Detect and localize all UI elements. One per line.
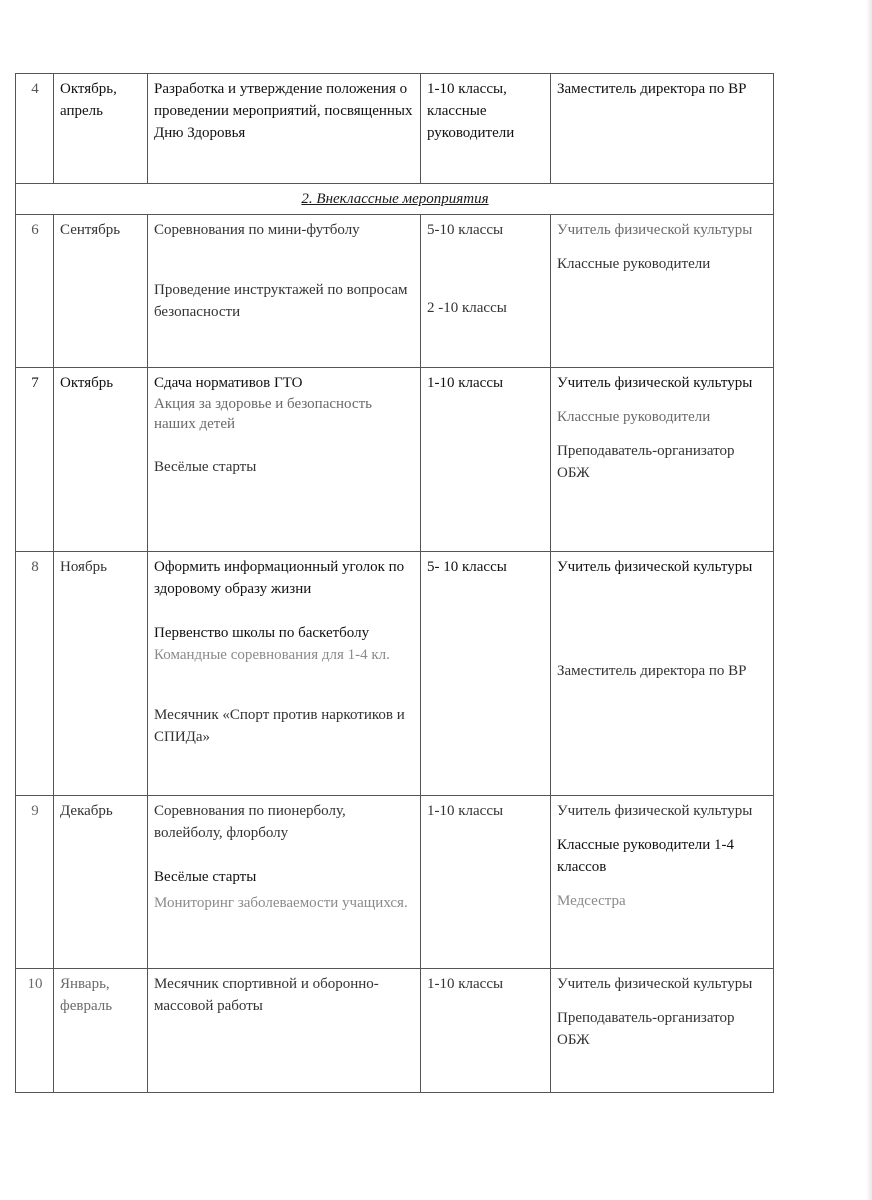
responsible-cell xyxy=(551,969,774,1093)
table-row xyxy=(16,552,774,796)
responsible-cell xyxy=(551,368,774,552)
table-row xyxy=(16,796,774,969)
classes-cell xyxy=(421,215,551,368)
event-text: Командные соревнования для 1-4 кл. xyxy=(154,647,390,663)
event-text: Весёлые старты xyxy=(154,459,257,475)
event-cell xyxy=(148,215,421,368)
event-text: Соревнования по пионерболу, волейболу, флорболу xyxy=(154,803,346,841)
activity-plan-table xyxy=(15,73,774,1093)
responsible-text: Учитель физической культуры xyxy=(557,559,753,575)
classes-cell: 1-10 классы xyxy=(421,796,551,969)
responsible-cell xyxy=(551,215,774,368)
classes-cell: 1-10 классы xyxy=(421,368,551,552)
month-cell: Январь, февраль xyxy=(54,969,148,1093)
responsible-text: Заместитель директора по ВР xyxy=(557,663,747,679)
responsible-text: Классные руководители xyxy=(557,256,711,272)
responsible-cell xyxy=(551,552,774,796)
month-cell: Октябрь xyxy=(54,368,148,552)
responsible-cell: Заместитель директора по ВР xyxy=(551,74,774,184)
event-cell xyxy=(148,796,421,969)
classes-cell: 5- 10 классы xyxy=(421,552,551,796)
event-text: Разработка и утверждение положения о проведении мероприятий, посвященных Дню Здоровья xyxy=(154,81,413,141)
event-text: Соревнования по мини-футболу xyxy=(154,222,360,238)
event-text: Месячник «Спорт против наркотиков и СПИДа» xyxy=(154,707,405,745)
event-cell: Месячник спортивной и оборонно-массовой работы xyxy=(148,969,421,1093)
event-text: Весёлые старты xyxy=(154,869,257,885)
row-number: 8 xyxy=(16,552,54,796)
section-title: 2. Внеклассные мероприятия xyxy=(16,184,774,215)
responsible-cell xyxy=(551,796,774,969)
responsible-text: Учитель физической культуры xyxy=(557,375,753,391)
classes-text: 2 -10 классы xyxy=(427,300,507,316)
responsible-text: Учитель физической культуры xyxy=(557,976,753,992)
month-cell: Сентябрь xyxy=(54,215,148,368)
row-number: 7 xyxy=(16,368,54,552)
event-cell xyxy=(148,552,421,796)
classes-cell: 1-10 классы xyxy=(421,969,551,1093)
month-cell: Ноябрь xyxy=(54,552,148,796)
month-cell: Декабрь xyxy=(54,796,148,969)
responsible-text: Классные руководители 1-4 классов xyxy=(557,837,734,875)
responsible-text: Медсестра xyxy=(557,893,626,909)
event-cell xyxy=(148,368,421,552)
row-number: 9 xyxy=(16,796,54,969)
classes-cell: 1-10 классы, классные руководители xyxy=(421,74,551,184)
responsible-text: Учитель физической культуры xyxy=(557,222,753,238)
event-text: Проведение инструктажей по вопросам безопасности xyxy=(154,282,408,320)
event-text: Акция за здоровье и безопасность наших детей xyxy=(154,396,372,432)
table-row xyxy=(16,368,774,552)
table-row xyxy=(16,969,774,1093)
table-row xyxy=(16,215,774,368)
event-text: Первенство школы по баскетболу xyxy=(154,625,370,641)
event-text: Оформить информационный уголок по здоровому образу жизни xyxy=(154,559,405,597)
row-number: 6 xyxy=(16,215,54,368)
responsible-text: Преподаватель-организатор ОБЖ xyxy=(557,1010,735,1048)
scan-edge-shadow xyxy=(866,0,872,1200)
responsible-text: Учитель физической культуры xyxy=(557,803,753,819)
responsible-text: Преподаватель-организатор ОБЖ xyxy=(557,443,735,481)
section-heading-row xyxy=(16,184,774,215)
row-number: 10 xyxy=(16,969,54,1093)
month-cell: Октябрь, апрель xyxy=(54,74,148,184)
table-row xyxy=(16,74,774,184)
event-text: Мониторинг заболеваемости учащихся. xyxy=(154,895,408,911)
event-cell xyxy=(148,74,421,184)
row-number: 4 xyxy=(16,74,54,184)
event-text: Сдача нормативов ГТО xyxy=(154,375,303,391)
classes-text: 5-10 классы xyxy=(427,222,504,238)
responsible-text: Классные руководители xyxy=(557,409,711,425)
